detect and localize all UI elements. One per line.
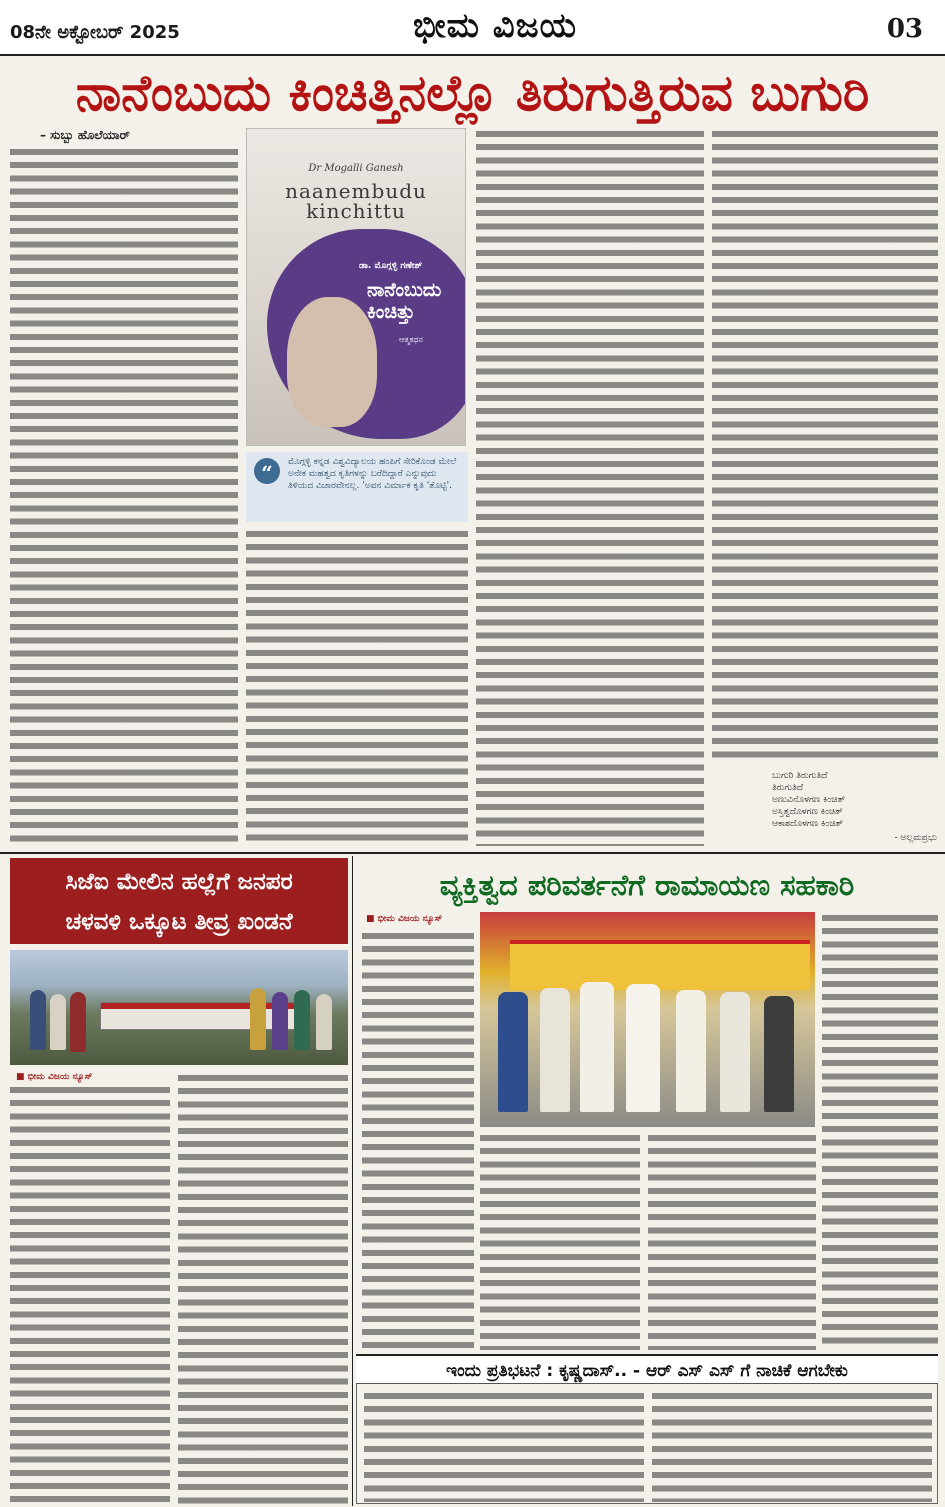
pull-quote-text: ಮೊಗ್ಗಳ್ಳಿ ಕನ್ನಡ ವಿಶ್ವವಿದ್ಯಾಲಯ ಹಂಪಿಗೆ ಸೇರಿಕೊಂಡ ಮೇಲೆ ಅನೇಕ ಮಹತ್ವದ ಕೃತಿಗಳನ್ನು ಬರೆದಿದ್ದಾರೆ ಎನ್ನುವುದು ತಿಳಿಯದ ವಿಚಾರವೇನಲ್ಲ. 'ಅವನ ವಿರ್ಮಾಕ ಕೃತಿ 'ತೊಟ್ಟಿ'. xyxy=(288,457,457,491)
protest-banner xyxy=(100,1002,300,1030)
cji-source-tag: ■ ಭೀಮ ವಿಜಯ ನ್ಯೂಸ್ xyxy=(16,1072,93,1082)
poem-line: ಬುಗುರಿ ತಿರುಗುತಿದೆ xyxy=(772,771,828,781)
attendee-figure xyxy=(626,984,660,1112)
protester-figure xyxy=(294,990,310,1050)
cji-headline xyxy=(10,858,348,944)
book-title-en xyxy=(247,181,465,221)
poem-line: ಆಕಾಶದೊಳಗಣ ಕಿಂಚಿತ್ xyxy=(772,819,843,829)
attendee-figure xyxy=(540,988,570,1112)
book-subtitle-kn: ಆತ್ಮಕಥನ xyxy=(399,335,423,344)
attendee-figure xyxy=(498,992,528,1112)
protest-column-2 xyxy=(652,1390,932,1502)
article-column-1 xyxy=(10,146,238,846)
attendee-figure xyxy=(720,992,750,1112)
poem-attribution: - ಅಲ್ಲಮಪ್ರಭು xyxy=(894,833,937,843)
protest-column-1 xyxy=(364,1390,644,1502)
attendee-figure xyxy=(676,990,706,1112)
poem-block xyxy=(712,770,937,844)
attendee-figure xyxy=(580,982,614,1112)
book-title-en-line2: kinchittu xyxy=(306,199,406,223)
event-backdrop xyxy=(510,940,810,990)
cji-headline-line1: ಸಿಜೆಐ ಮೇಲಿನ ಹಲ್ಲೆಗೆ ಜನಪರ xyxy=(65,869,293,895)
issue-date: 08ನೇ ಅಕ್ಟೋಬರ್ 2025 xyxy=(10,22,180,43)
pull-quote xyxy=(246,452,468,522)
book-author-kn: ಡಾ. ಮೊಗ್ಗಳ್ಳಿ ಗಣೇಶ್ xyxy=(359,261,423,271)
ramayana-column-4 xyxy=(822,912,938,1350)
article-column-3 xyxy=(476,128,704,846)
article-column-2 xyxy=(246,528,468,846)
protester-figure xyxy=(30,990,46,1050)
book-title-kn xyxy=(367,279,466,323)
quote-icon: “ xyxy=(254,458,280,484)
protest-headline: ಇಂದು ಪ್ರತಿಭಟನೆ : ಕೃಷ್ಣದಾಸ್.. - ಆರ್ ಎಸ್ ಎಸ್ ಗೆ ನಾಚಿಕೆ ಆಗಬೇಕು xyxy=(356,1354,938,1384)
poem-line: ಅಸ್ತಿತ್ವದೊಳಗಣ ಕಿಂಚಿತ್ xyxy=(772,807,843,817)
cji-headline-line2: ಚಳವಳಿ ಒಕ್ಕೂಟ ತೀವ್ರ ಖಂಡನೆ xyxy=(65,909,293,935)
attendee-figure xyxy=(764,996,794,1112)
protest-photo xyxy=(10,950,348,1065)
section-divider xyxy=(0,852,945,854)
cji-column-2 xyxy=(178,1072,348,1504)
cji-column-1 xyxy=(10,1084,170,1504)
protester-figure xyxy=(272,992,288,1050)
ramayana-headline: ವ್ಯಕ್ತಿತ್ವದ ಪರಿವರ್ತನೆಗೆ ರಾಮಾಯಣ ಸಹಕಾರಿ xyxy=(439,868,855,902)
protester-figure xyxy=(70,992,86,1052)
protester-figure xyxy=(250,988,266,1050)
masthead xyxy=(0,0,945,56)
ramayana-column-1 xyxy=(362,930,474,1350)
newspaper-name: ಭೀಮ ವಿಜಯ xyxy=(412,6,577,46)
page-number: 03 xyxy=(886,14,923,44)
ramayana-source-tag: ■ ಭೀಮ ವಿಜಯ ನ್ಯೂಸ್ xyxy=(366,914,443,924)
book-cover-image xyxy=(246,128,466,446)
event-photo xyxy=(480,912,815,1127)
main-headline: ನಾನೆಂಬುದು ಕಿಂಚಿತ್ತಿನಲ್ಲೊ ತಿರುಗುತ್ತಿರುವ ಬುಗುರಿ xyxy=(75,64,870,122)
article-column-4 xyxy=(712,128,938,764)
ramayana-column-3 xyxy=(648,1132,816,1350)
protester-figure xyxy=(50,994,66,1050)
protester-figure xyxy=(316,994,332,1050)
illustration-face xyxy=(287,297,377,427)
book-title-en-line1: naanembudu xyxy=(285,179,427,203)
poem-line: ಅಣುವಿನೊಳಗಣ ಕಿಂಚಿತ್ xyxy=(772,795,846,805)
poem-line: ತಿರುಗುತಿದೆ xyxy=(772,783,804,793)
book-author-en: Dr Mogalli Ganesh xyxy=(308,163,404,174)
byline: – ಸುಬ್ಬು ಹೊಲೆಯಾರ್ xyxy=(40,128,130,142)
column-divider xyxy=(352,856,353,1506)
book-title-kn-line1: ನಾನೆಂಬುದು xyxy=(367,279,442,301)
ramayana-column-2 xyxy=(480,1132,640,1350)
book-title-kn-line2: ಕಿಂಚಿತ್ತು xyxy=(367,301,415,323)
